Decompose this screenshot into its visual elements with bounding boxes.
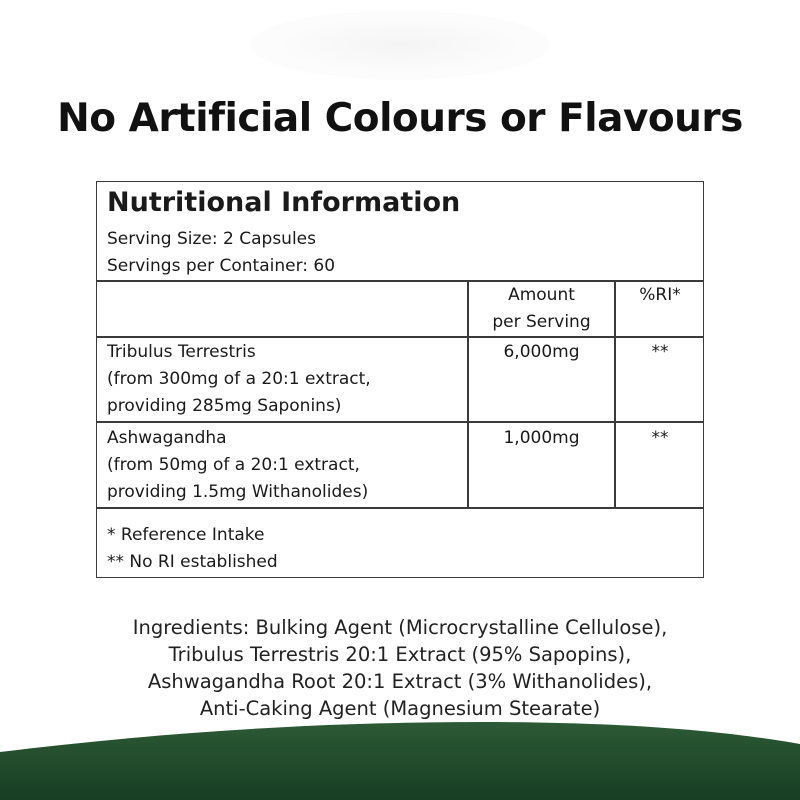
ingredient-name: Tribulus Terrestris xyxy=(107,342,256,362)
ingredient-detail: (from 300mg of a 20:1 extract, xyxy=(107,369,371,389)
ri-header: %RI* xyxy=(639,285,681,305)
divider-row-1 xyxy=(97,421,703,423)
footnote-reference-intake: * Reference Intake xyxy=(107,525,265,545)
ingredient-detail: providing 1.5mg Withanolides) xyxy=(107,482,369,502)
amount-header-line1: Amount xyxy=(508,285,575,305)
ingredients-line: Tribulus Terrestris 20:1 Extract (95% Sapopins), xyxy=(168,643,632,666)
divider-row-2 xyxy=(97,507,703,509)
ingredient-amount: 6,000mg xyxy=(503,342,580,362)
ingredient-name: Ashwagandha xyxy=(107,428,227,448)
nutrition-panel xyxy=(96,181,704,578)
nutrition-title: Nutritional Information xyxy=(107,187,461,218)
ingredients-line: Anti-Caking Agent (Magnesium Stearate) xyxy=(199,697,601,720)
amount-header-line2: per Serving xyxy=(492,312,591,332)
column-divider-ri xyxy=(614,280,616,508)
top-glow-decoration xyxy=(250,10,550,80)
ingredient-ri: ** xyxy=(651,428,669,448)
ingredient-detail: (from 50mg of a 20:1 extract, xyxy=(107,455,360,475)
ingredient-detail: providing 285mg Saponins) xyxy=(107,396,342,416)
green-swoosh-decoration xyxy=(0,700,800,800)
ingredient-amount: 1,000mg xyxy=(503,428,580,448)
footnote-no-ri: ** No RI established xyxy=(107,552,278,572)
ingredients-line: Ashwagandha Root 20:1 Extract (3% Withanolides), xyxy=(147,670,653,693)
serving-size: Serving Size: 2 Capsules xyxy=(107,229,316,249)
ingredient-ri: ** xyxy=(651,342,669,362)
servings-per-container: Servings per Container: 60 xyxy=(107,256,336,276)
ingredients-line: Ingredients: Bulking Agent (Microcrystalline Cellulose), xyxy=(132,616,668,639)
headline: No Artificial Colours or Flavours xyxy=(57,96,743,141)
